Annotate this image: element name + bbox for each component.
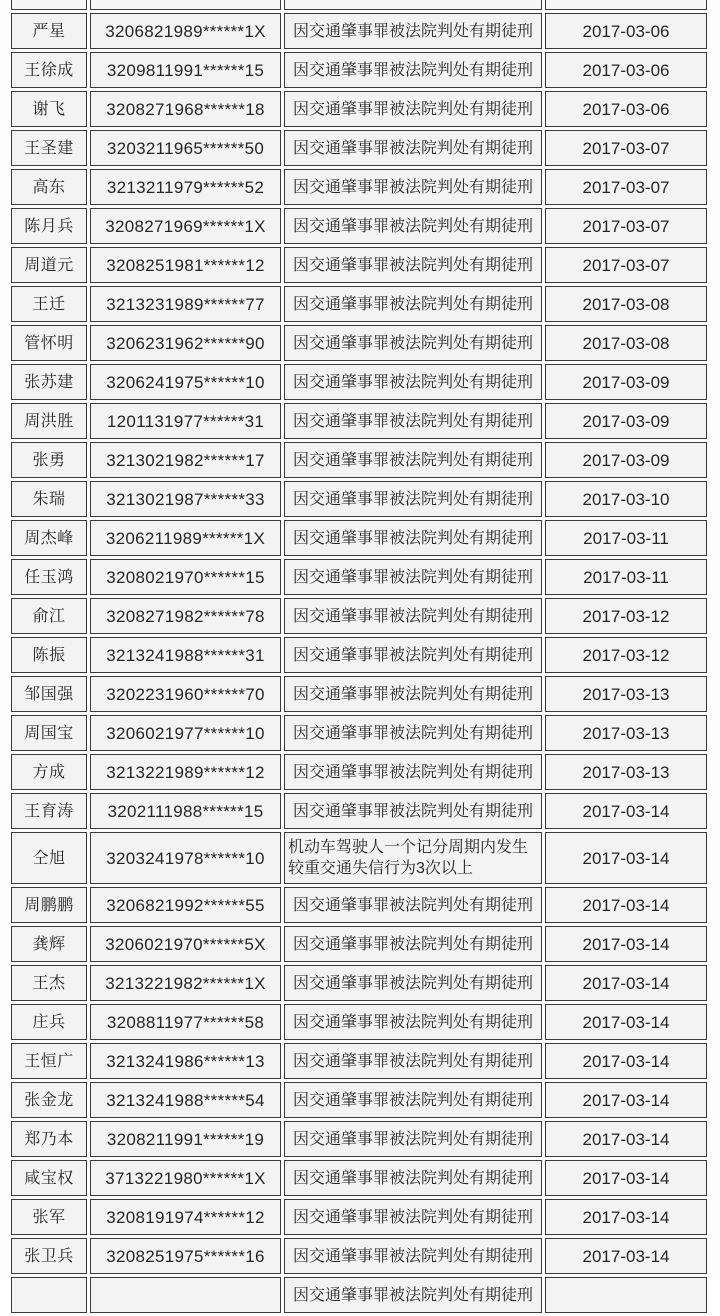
id-number-cell: 3713221980******1X <box>90 1160 281 1196</box>
reason-cell: 因交通肇事罪被法院判处有期徒刑 <box>284 1082 542 1118</box>
table-row <box>11 442 707 478</box>
table-row <box>11 754 707 790</box>
name-cell: 庄兵 <box>11 1004 87 1040</box>
name-cell: 谢飞 <box>11 91 87 127</box>
name-cell: 任玉鸿 <box>11 559 87 595</box>
date-cell: 2017-03-10 <box>545 481 707 517</box>
table-row <box>11 481 707 517</box>
id-number-cell: 3208191974******12 <box>90 1199 281 1235</box>
name-cell: 王恒广 <box>11 1043 87 1079</box>
name-cell: 咸宝权 <box>11 1160 87 1196</box>
date-cell: 2017-03-13 <box>545 676 707 712</box>
reason-cell: 因交通肇事罪被法院判处有期徒刑 <box>284 1004 542 1040</box>
name-cell: 张军 <box>11 1199 87 1235</box>
table-row <box>11 1238 707 1274</box>
table-row <box>11 832 707 884</box>
id-number-cell: 3202231960******70 <box>90 676 281 712</box>
name-cell: 陈振 <box>11 637 87 673</box>
table-row-partial-top <box>11 0 707 10</box>
reason-cell: 因交通肇事罪被法院判处有期徒刑 <box>284 1121 542 1157</box>
name-cell: 王迁 <box>11 286 87 322</box>
table-row <box>11 364 707 400</box>
reason-cell: 因交通肇事罪被法院判处有期徒刑 <box>284 887 542 923</box>
reason-cell: 因交通肇事罪被法院判处有期徒刑 <box>284 1043 542 1079</box>
name-cell: 张勇 <box>11 442 87 478</box>
table-row <box>11 208 707 244</box>
name-cell: 郑乃本 <box>11 1121 87 1157</box>
reason-cell <box>284 0 542 10</box>
name-cell: 周道元 <box>11 247 87 283</box>
date-cell: 2017-03-08 <box>545 325 707 361</box>
name-cell: 周鹏鹏 <box>11 887 87 923</box>
id-number-cell: 3213241988******31 <box>90 637 281 673</box>
name-cell: 王圣建 <box>11 130 87 166</box>
reason-cell: 因交通肇事罪被法院判处有期徒刑 <box>284 130 542 166</box>
id-number-cell: 3208211991******19 <box>90 1121 281 1157</box>
table-row <box>11 286 707 322</box>
table-row <box>11 1043 707 1079</box>
reason-cell: 因交通肇事罪被法院判处有期徒刑 <box>284 52 542 88</box>
name-cell: 俞江 <box>11 598 87 634</box>
id-number-cell: 3206821989******1X <box>90 13 281 49</box>
table-row <box>11 965 707 1001</box>
table-row <box>11 887 707 923</box>
reason-cell: 因交通肇事罪被法院判处有期徒刑 <box>284 637 542 673</box>
reason-cell: 因交通肇事罪被法院判处有期徒刑 <box>284 91 542 127</box>
id-number-cell: 3206211989******1X <box>90 520 281 556</box>
id-number-cell: 3213241988******54 <box>90 1082 281 1118</box>
name-cell: 方成 <box>11 754 87 790</box>
reason-cell: 因交通肇事罪被法院判处有期徒刑 <box>284 169 542 205</box>
date-cell: 2017-03-13 <box>545 715 707 751</box>
date-cell: 2017-03-14 <box>545 1004 707 1040</box>
reason-cell: 因交通肇事罪被法院判处有期徒刑 <box>284 1277 542 1313</box>
name-cell: 张金龙 <box>11 1082 87 1118</box>
date-cell: 2017-03-07 <box>545 130 707 166</box>
date-cell: 2017-03-14 <box>545 793 707 829</box>
table-row <box>11 1004 707 1040</box>
id-number-cell: 3206231962******90 <box>90 325 281 361</box>
table-row <box>11 91 707 127</box>
table-row <box>11 1160 707 1196</box>
name-cell: 张苏建 <box>11 364 87 400</box>
id-number-cell: 3203211965******50 <box>90 130 281 166</box>
name-cell: 管怀明 <box>11 325 87 361</box>
date-cell: 2017-03-08 <box>545 286 707 322</box>
date-cell: 2017-03-14 <box>545 1043 707 1079</box>
name-cell: 仝旭 <box>11 832 87 884</box>
name-cell: 王杰 <box>11 965 87 1001</box>
date-cell: 2017-03-14 <box>545 1121 707 1157</box>
reason-cell: 因交通肇事罪被法院判处有期徒刑 <box>284 926 542 962</box>
id-number-cell: 3208021970******15 <box>90 559 281 595</box>
name-cell: 朱瑞 <box>11 481 87 517</box>
reason-cell: 因交通肇事罪被法院判处有期徒刑 <box>284 520 542 556</box>
reason-cell: 因交通肇事罪被法院判处有期徒刑 <box>284 793 542 829</box>
date-cell: 2017-03-14 <box>545 1238 707 1274</box>
id-number-cell: 3213211979******52 <box>90 169 281 205</box>
id-number-cell: 3202111988******15 <box>90 793 281 829</box>
date-cell: 2017-03-12 <box>545 598 707 634</box>
id-number-cell: 1201131977******31 <box>90 403 281 439</box>
date-cell: 2017-03-14 <box>545 832 707 884</box>
id-number-cell: 3208251981******12 <box>90 247 281 283</box>
date-cell: 2017-03-14 <box>545 1160 707 1196</box>
table-row <box>11 559 707 595</box>
id-number-cell <box>90 0 281 10</box>
reason-cell: 因交通肇事罪被法院判处有期徒刑 <box>284 442 542 478</box>
records-table-body <box>11 0 707 1313</box>
id-number-cell: 3213221989******12 <box>90 754 281 790</box>
records-table <box>8 0 710 1316</box>
id-number-cell: 3206241975******10 <box>90 364 281 400</box>
date-cell: 2017-03-11 <box>545 559 707 595</box>
date-cell: 2017-03-14 <box>545 887 707 923</box>
table-row <box>11 169 707 205</box>
reason-cell: 因交通肇事罪被法院判处有期徒刑 <box>284 481 542 517</box>
table-row <box>11 637 707 673</box>
name-cell: 周国宝 <box>11 715 87 751</box>
table-row <box>11 715 707 751</box>
reason-cell: 因交通肇事罪被法院判处有期徒刑 <box>284 247 542 283</box>
table-row <box>11 13 707 49</box>
id-number-cell: 3206821992******55 <box>90 887 281 923</box>
reason-cell: 因交通肇事罪被法院判处有期徒刑 <box>284 364 542 400</box>
id-number-cell: 3208251975******16 <box>90 1238 281 1274</box>
table-row <box>11 325 707 361</box>
reason-cell: 因交通肇事罪被法院判处有期徒刑 <box>284 403 542 439</box>
reason-cell: 因交通肇事罪被法院判处有期徒刑 <box>284 325 542 361</box>
id-number-cell: 3213021982******17 <box>90 442 281 478</box>
name-cell: 陈月兵 <box>11 208 87 244</box>
date-cell: 2017-03-14 <box>545 965 707 1001</box>
date-cell: 2017-03-11 <box>545 520 707 556</box>
date-cell: 2017-03-07 <box>545 247 707 283</box>
date-cell: 2017-03-06 <box>545 52 707 88</box>
table-row <box>11 1199 707 1235</box>
date-cell: 2017-03-13 <box>545 754 707 790</box>
name-cell: 周杰峰 <box>11 520 87 556</box>
id-number-cell: 3208271968******18 <box>90 91 281 127</box>
name-cell <box>11 0 87 10</box>
id-number-cell: 3209811991******15 <box>90 52 281 88</box>
date-cell: 2017-03-06 <box>545 91 707 127</box>
reason-cell: 因交通肇事罪被法院判处有期徒刑 <box>284 676 542 712</box>
name-cell: 高东 <box>11 169 87 205</box>
id-number-cell <box>90 1277 281 1313</box>
date-cell: 2017-03-14 <box>545 1199 707 1235</box>
date-cell: 2017-03-09 <box>545 442 707 478</box>
id-number-cell: 3208271969******1X <box>90 208 281 244</box>
date-cell: 2017-03-09 <box>545 364 707 400</box>
reason-cell: 因交通肇事罪被法院判处有期徒刑 <box>284 1238 542 1274</box>
reason-cell: 机动车驾驶人一个记分周期内发生较重交通失信行为3次以上 <box>284 832 542 884</box>
id-number-cell: 3206021977******10 <box>90 715 281 751</box>
table-row <box>11 52 707 88</box>
reason-cell: 因交通肇事罪被法院判处有期徒刑 <box>284 208 542 244</box>
id-number-cell: 3213231989******77 <box>90 286 281 322</box>
date-cell: 2017-03-09 <box>545 403 707 439</box>
id-number-cell: 3213221982******1X <box>90 965 281 1001</box>
id-number-cell: 3203241978******10 <box>90 832 281 884</box>
reason-cell: 因交通肇事罪被法院判处有期徒刑 <box>284 754 542 790</box>
table-row <box>11 926 707 962</box>
name-cell: 王育涛 <box>11 793 87 829</box>
name-cell: 周洪胜 <box>11 403 87 439</box>
table-row <box>11 598 707 634</box>
table-row <box>11 130 707 166</box>
id-number-cell: 3213241986******13 <box>90 1043 281 1079</box>
date-cell: 2017-03-07 <box>545 208 707 244</box>
reason-cell: 因交通肇事罪被法院判处有期徒刑 <box>284 1160 542 1196</box>
name-cell: 龚辉 <box>11 926 87 962</box>
reason-cell: 因交通肇事罪被法院判处有期徒刑 <box>284 13 542 49</box>
date-cell: 2017-03-12 <box>545 637 707 673</box>
name-cell: 严星 <box>11 13 87 49</box>
table-row <box>11 676 707 712</box>
id-number-cell: 3213021987******33 <box>90 481 281 517</box>
reason-cell: 因交通肇事罪被法院判处有期徒刑 <box>284 715 542 751</box>
table-row <box>11 1082 707 1118</box>
reason-cell: 因交通肇事罪被法院判处有期徒刑 <box>284 1199 542 1235</box>
table-row <box>11 520 707 556</box>
date-cell <box>545 0 707 10</box>
id-number-cell: 3206021970******5X <box>90 926 281 962</box>
table-row <box>11 403 707 439</box>
date-cell: 2017-03-14 <box>545 1082 707 1118</box>
reason-cell: 因交通肇事罪被法院判处有期徒刑 <box>284 598 542 634</box>
id-number-cell: 3208271982******78 <box>90 598 281 634</box>
reason-cell: 因交通肇事罪被法院判处有期徒刑 <box>284 965 542 1001</box>
table-row <box>11 1121 707 1157</box>
date-cell: 2017-03-07 <box>545 169 707 205</box>
reason-cell: 因交通肇事罪被法院判处有期徒刑 <box>284 559 542 595</box>
name-cell: 张卫兵 <box>11 1238 87 1274</box>
date-cell: 2017-03-14 <box>545 926 707 962</box>
table-row-partial-bottom <box>11 1277 707 1313</box>
date-cell: 2017-03-06 <box>545 13 707 49</box>
id-number-cell: 3208811977******58 <box>90 1004 281 1040</box>
name-cell: 邹国强 <box>11 676 87 712</box>
name-cell <box>11 1277 87 1313</box>
reason-cell: 因交通肇事罪被法院判处有期徒刑 <box>284 286 542 322</box>
table-row <box>11 247 707 283</box>
name-cell: 王徐成 <box>11 52 87 88</box>
table-row <box>11 793 707 829</box>
date-cell <box>545 1277 707 1313</box>
